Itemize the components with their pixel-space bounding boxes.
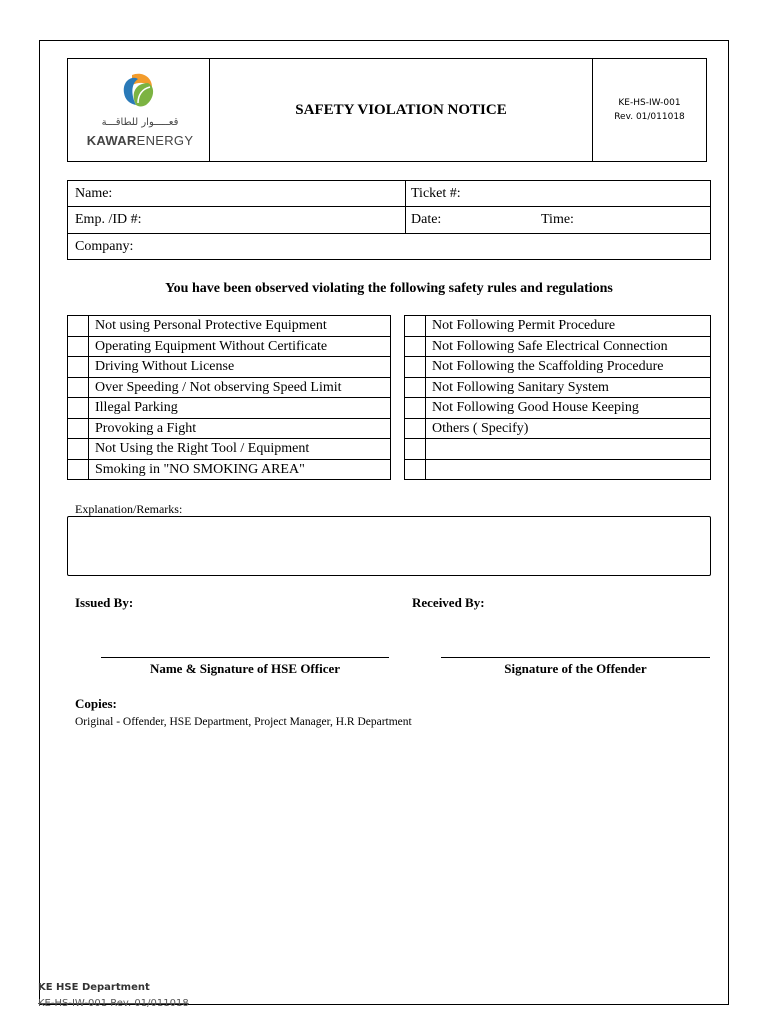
kawar-energy-logo-icon <box>118 71 160 115</box>
rule-row-right <box>405 316 711 337</box>
rule-row-left <box>68 398 391 419</box>
rule-label: Others ( Specify) <box>426 418 711 439</box>
rule-checkbox[interactable] <box>68 418 89 439</box>
rule-row-right <box>405 357 711 378</box>
rule-row-right <box>405 439 711 460</box>
doc-revision: Rev. 01/011018 <box>614 112 685 122</box>
doc-code-cell <box>592 59 706 161</box>
info-row-name <box>68 181 710 207</box>
rule-checkbox[interactable] <box>405 316 426 337</box>
rule-checkbox[interactable] <box>68 439 89 460</box>
emp-id-field[interactable]: Emp. /ID #: <box>75 212 142 227</box>
logo-brand-light: ENERGY <box>136 133 194 148</box>
rule-checkbox[interactable] <box>68 357 89 378</box>
rule-label <box>426 459 711 480</box>
doc-code: KE-HS-IW-001 <box>618 98 681 108</box>
rule-checkbox[interactable] <box>68 377 89 398</box>
rule-row-left <box>68 336 391 357</box>
rule-label: Driving Without License <box>89 357 391 378</box>
rule-checkbox[interactable] <box>68 398 89 419</box>
rule-checkbox[interactable] <box>405 459 426 480</box>
explanation-remarks-box[interactable] <box>67 516 711 576</box>
rule-label: Smoking in "NO SMOKING AREA" <box>89 459 391 480</box>
rule-row-left <box>68 418 391 439</box>
date-field[interactable]: Date: <box>411 212 442 227</box>
name-field[interactable]: Name: <box>75 186 113 201</box>
rule-label <box>426 439 711 460</box>
logo-brand-text <box>86 133 194 148</box>
footer-department: KE HSE Department <box>38 982 150 993</box>
rule-label: Not Using the Right Tool / Equipment <box>89 439 391 460</box>
rule-label: Not Following the Scaffolding Procedure <box>426 357 711 378</box>
rule-checkbox[interactable] <box>68 459 89 480</box>
rules-table-left <box>67 315 391 480</box>
ticket-field[interactable]: Ticket #: <box>411 186 461 201</box>
rule-row-left <box>68 377 391 398</box>
rule-row-right <box>405 418 711 439</box>
rule-label: Not Following Good House Keeping <box>426 398 711 419</box>
form-header <box>67 58 707 162</box>
rule-checkbox[interactable] <box>405 439 426 460</box>
rule-label: Not using Personal Protective Equipment <box>89 316 391 337</box>
copies-label: Copies: <box>75 696 117 711</box>
rule-label: Not Following Permit Procedure <box>426 316 711 337</box>
footer-code: KE-HS-IW-001 Rev. 01/011018 <box>38 998 189 1009</box>
copies-text: Original - Offender, HSE Department, Project Manager, H.R Department <box>75 716 412 728</box>
rule-checkbox[interactable] <box>405 418 426 439</box>
logo-cell <box>68 59 210 161</box>
offender-signature-caption: Signature of the Offender <box>504 661 647 676</box>
rule-row-right <box>405 398 711 419</box>
rule-label: Not Following Sanitary System <box>426 377 711 398</box>
hse-signature-caption: Name & Signature of HSE Officer <box>149 661 341 676</box>
rule-checkbox[interactable] <box>68 336 89 357</box>
rule-label: Over Speeding / Not observing Speed Limit <box>89 377 391 398</box>
info-row-emp <box>68 207 710 233</box>
rule-row-right <box>405 336 711 357</box>
rule-checkbox[interactable] <box>405 336 426 357</box>
issued-by-label: Issued By: <box>75 595 134 610</box>
rule-checkbox[interactable] <box>405 377 426 398</box>
rules-table-right <box>404 315 711 480</box>
offender-signature-line[interactable] <box>441 657 710 658</box>
rule-row-right <box>405 459 711 480</box>
rule-row-left <box>68 316 391 337</box>
logo-arabic-text: قعـــــوار للطاقـــة <box>101 117 179 128</box>
time-field[interactable]: Time: <box>541 212 574 227</box>
rule-row-right <box>405 377 711 398</box>
rule-label: Illegal Parking <box>89 398 391 419</box>
rule-label: Not Following Safe Electrical Connection <box>426 336 711 357</box>
rule-label: Provoking a Fight <box>89 418 391 439</box>
personal-info-table <box>67 180 711 260</box>
violation-intro: You have been observed violating the following safety rules and regulations <box>165 281 613 296</box>
info-row-company <box>68 234 710 260</box>
received-by-label: Received By: <box>412 595 485 610</box>
rule-row-left <box>68 439 391 460</box>
rule-checkbox[interactable] <box>68 316 89 337</box>
rule-checkbox[interactable] <box>405 357 426 378</box>
logo-brand-bold: KAWAR <box>86 133 137 148</box>
rule-checkbox[interactable] <box>405 398 426 419</box>
rule-row-left <box>68 357 391 378</box>
company-field[interactable]: Company: <box>75 239 134 254</box>
rule-row-left <box>68 459 391 480</box>
explanation-label: Explanation/Remarks: <box>75 502 183 516</box>
form-title: SAFETY VIOLATION NOTICE <box>295 101 507 118</box>
rule-label: Operating Equipment Without Certificate <box>89 336 391 357</box>
hse-signature-line[interactable] <box>101 657 389 658</box>
